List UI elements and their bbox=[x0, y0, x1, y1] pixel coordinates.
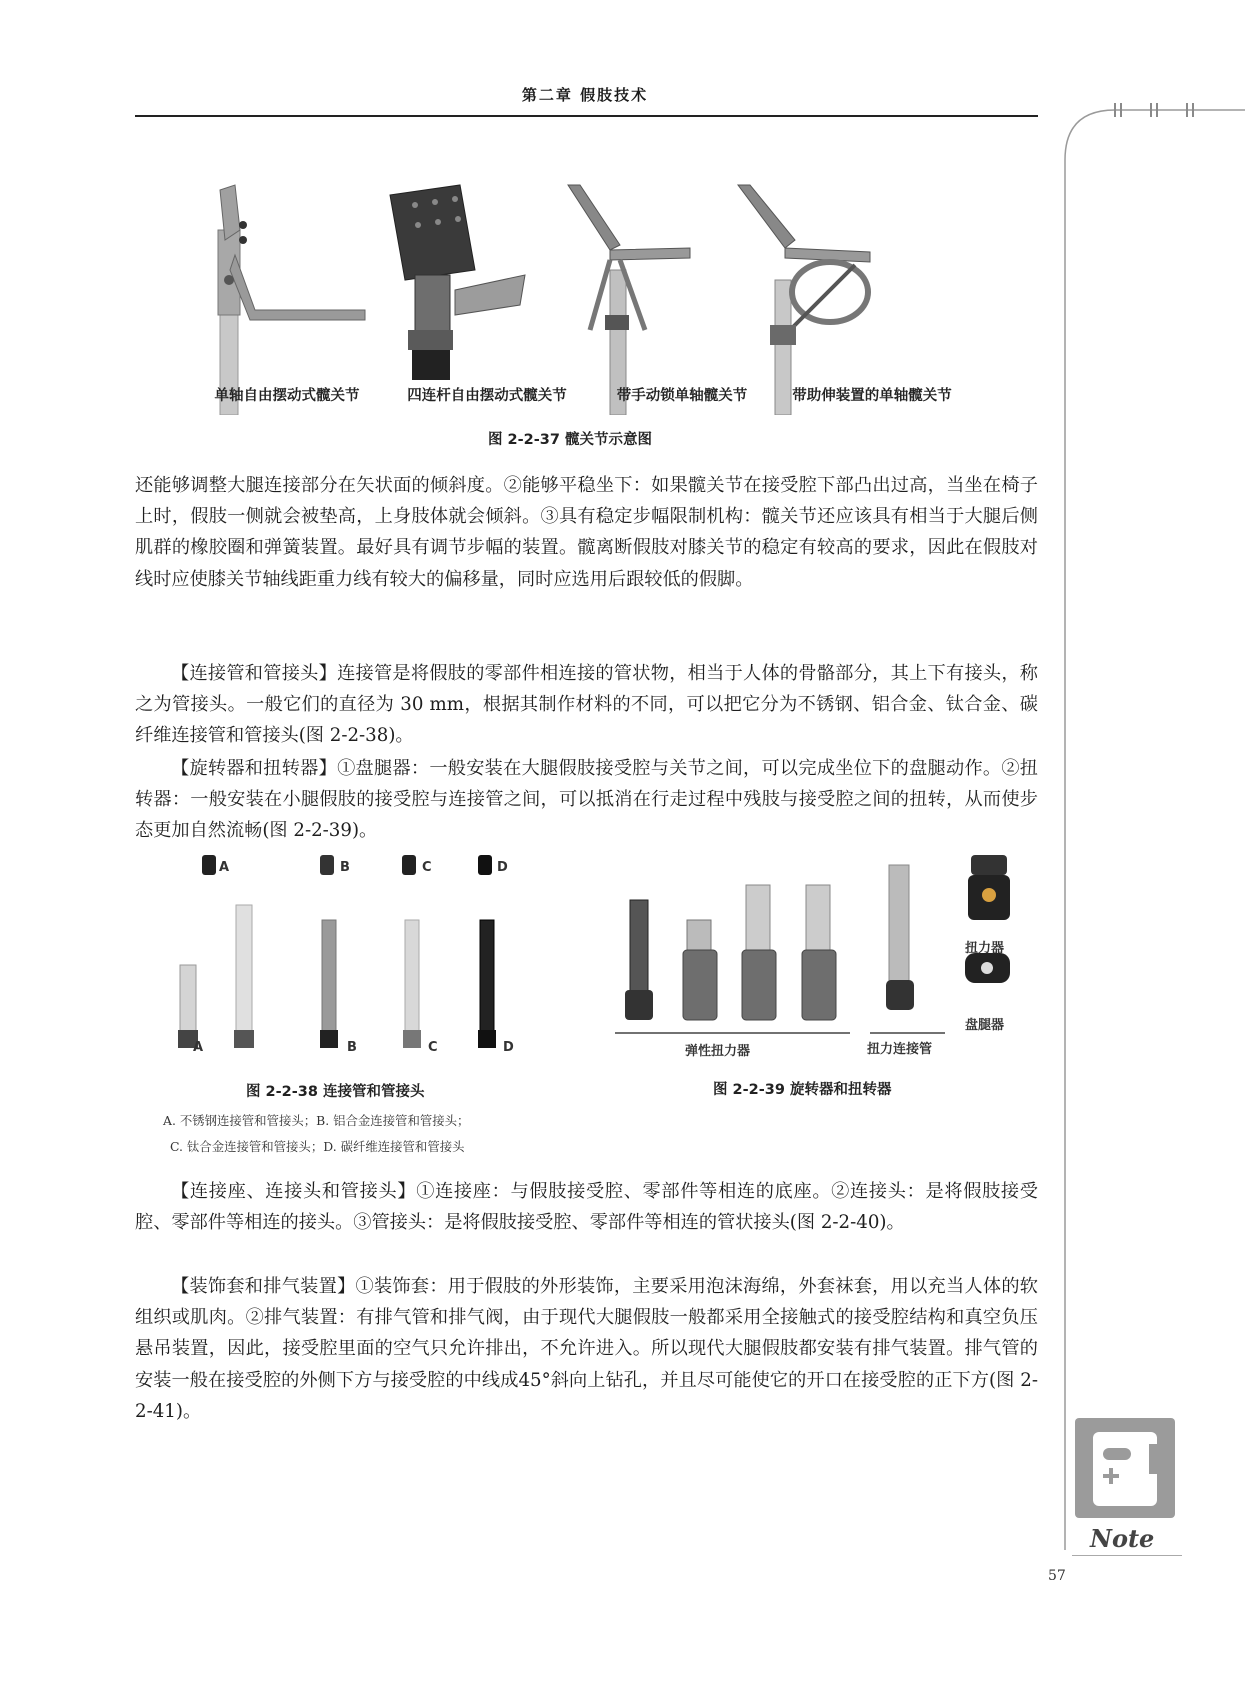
torsion-device-label: 扭力器 bbox=[965, 941, 1005, 956]
tube-label-a-bottom: A bbox=[193, 1040, 204, 1055]
hip-joint-manual-lock-image bbox=[568, 185, 690, 415]
caption-extension-assist: 带助伸装置的单轴髋关节 bbox=[792, 388, 952, 404]
tube-label-c-bottom: C bbox=[428, 1040, 438, 1055]
torsion-tube-label: 扭力连接管 bbox=[867, 1042, 933, 1057]
caption-manual-lock: 带手动锁单轴髋关节 bbox=[616, 388, 748, 404]
elastic-torsion-label: 弹性扭力器 bbox=[685, 1044, 751, 1059]
figure-38-title: 图 2-2-38 连接管和管接头 bbox=[246, 1084, 425, 1100]
paragraph-cosmetic-cover: 【装饰套和排气装置】①装饰套：用于假肢的外形装饰，主要采用泡沫海绵，外套袜套，用以充当人体的软组织或肌肉。②排气装置：有排气管和排气阀，由于现代大腿假肢一般都采用全接触式的接受腔结构和真空负压悬吊装置，因此，接受腔里面的空气只允许排出，不允许进入。所以现代大腿假肢都安装有排气装置。排气管的安装一般在接受腔的外侧下方与接受腔的中线成45°斜向上钻孔，并且尽可能使它的开口在接受腔的正下方(图 2-2-41)。 bbox=[135, 1276, 1038, 1422]
paragraph-rotators: 【旋转器和扭转器】①盘腿器：一般安装在大腿假肢接受腔与关节之间，可以完成坐位下的盘腿动作。②扭转器：一般安装在小腿假肢的接受腔与连接管之间，可以抵消在行走过程中残肢与接受腔之间的扭转，从而使步态更加自然流畅(图 2-2-39)。 bbox=[135, 758, 1038, 842]
paragraph-connectors: 【连接座、连接头和管接头】①连接座：与假肢接受腔、零部件等相连的底座。②连接头：是将假肢接受腔、零部件等相连的接头。③管接头：是将假肢接受腔、零部件等相连的管状接头(图 2-2-40)。 bbox=[135, 1181, 1038, 1234]
paragraph-hip-joint-continued: 还能够调整大腿连接部分在矢状面的倾斜度。②能够平稳坐下：如果髋关节在接受腔下部凸出过高，当坐在椅子上时，假肢一侧就会被垫高，上身肢体就会倾斜。③具有稳定步幅限制机构：髋关节还应该具有相当于大腿后侧肌群的橡胶圈和弹簧装置。最好具有调节步幅的装置。髋离断假肢对膝关节的稳定有较高的要求，因此在假肢对线时应使膝关节轴线距重力线有较大的偏移量，同时应选用后跟较低的假脚。 bbox=[135, 475, 1038, 590]
hip-joint-four-bar-image bbox=[390, 185, 525, 380]
tube-label-b-bottom: B bbox=[347, 1040, 357, 1055]
caption-single-axis: 单轴自由摆动式髋关节 bbox=[214, 388, 360, 404]
figure-39-title: 图 2-2-39 旋转器和扭转器 bbox=[713, 1082, 892, 1098]
tube-label-c-top: C bbox=[422, 860, 432, 875]
hip-joint-single-axis-image bbox=[218, 185, 365, 415]
tube-label-a-top: A bbox=[219, 860, 230, 875]
note-underline bbox=[1072, 1555, 1182, 1556]
cross-leg-device-label: 盘腿器 bbox=[965, 1018, 1005, 1033]
connecting-tubes-illustration bbox=[170, 855, 550, 1050]
tube-label-b-top: B bbox=[340, 860, 350, 875]
hip-joint-illustrations bbox=[190, 180, 990, 415]
note-label: Note bbox=[1090, 1524, 1155, 1553]
figure-37-title: 图 2-2-37 髋关节示意图 bbox=[488, 432, 652, 448]
header-rule bbox=[135, 115, 1038, 117]
page-number: 57 bbox=[1048, 1568, 1066, 1584]
note-icon bbox=[1075, 1418, 1175, 1518]
tube-label-d-bottom: D bbox=[503, 1040, 514, 1055]
caption-four-bar: 四连杆自由摆动式髋关节 bbox=[407, 388, 567, 404]
chapter-title: 第二章 假肢技术 bbox=[521, 86, 649, 104]
hip-joint-extension-assist-image bbox=[738, 185, 870, 415]
paragraph-connecting-tubes: 【连接管和管接头】连接管是将假肢的零部件相连接的管状物，相当于人体的骨骼部分，其上下有接头，称之为管接头。一般它们的直径为 30 mm，根据其制作材料的不同，可以把它分为不锈钢、铝合金、钛合金、碳纤维连接管和管接头(图 2-2-38)。 bbox=[135, 663, 1038, 747]
tube-label-d-top: D bbox=[497, 860, 508, 875]
figure-38-subcaption-1: A. 不锈钢连接管和管接头；B. 铝合金连接管和管接头； bbox=[163, 1113, 470, 1128]
figure-37-captions bbox=[192, 384, 992, 405]
figure-38-subcaption-2: C. 钛合金连接管和管接头；D. 碳纤维连接管和管接头 bbox=[170, 1139, 465, 1154]
